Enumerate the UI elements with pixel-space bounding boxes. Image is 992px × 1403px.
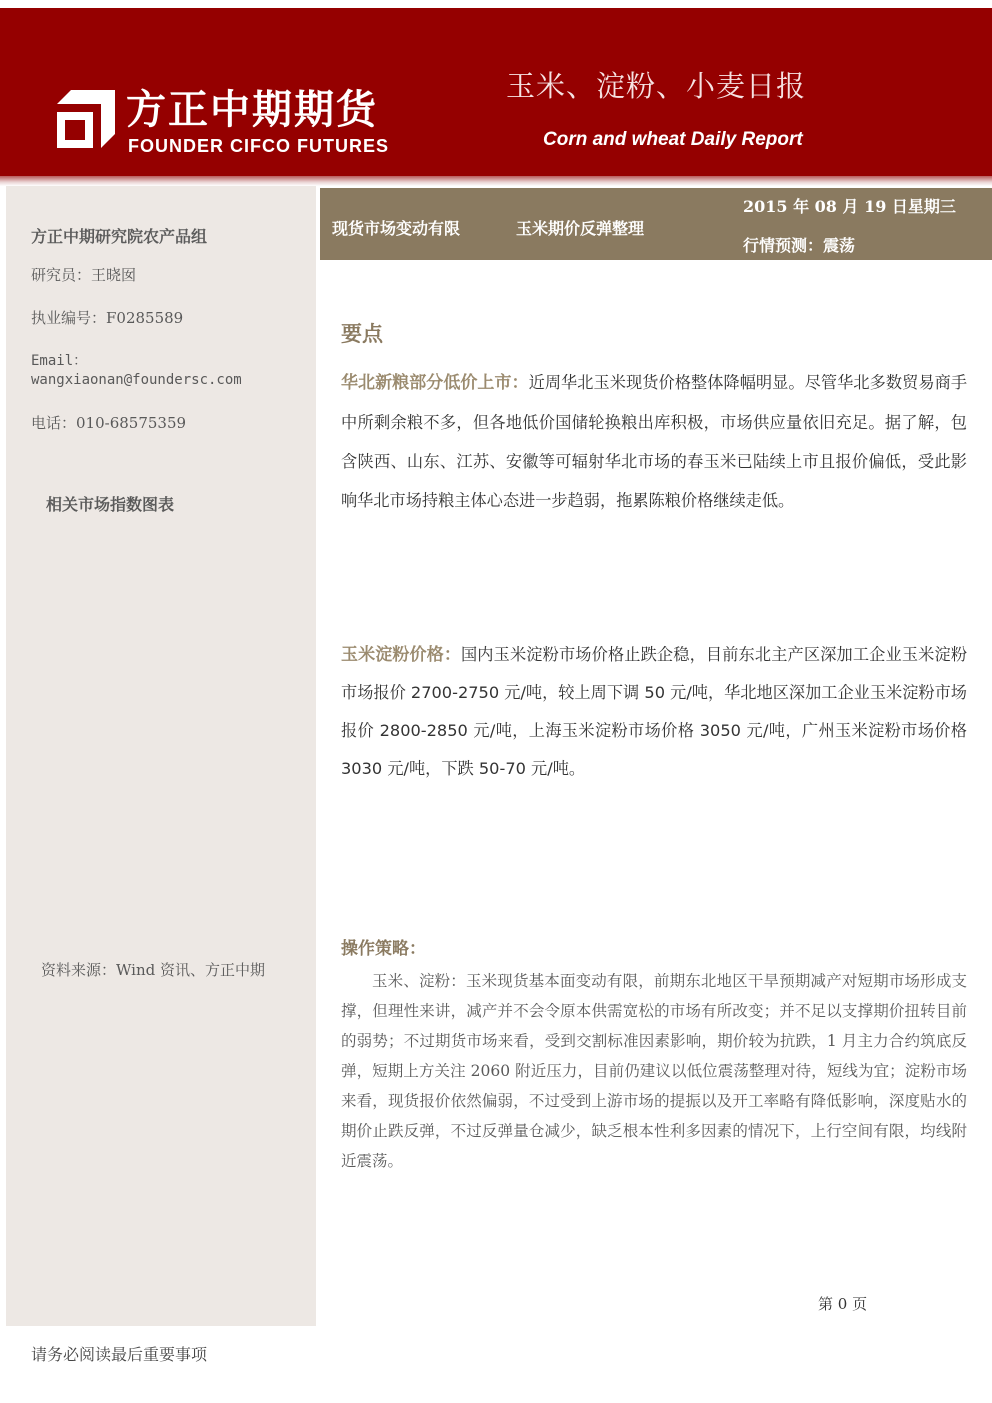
paragraph-lead: 华北新粮部分低价上市： bbox=[341, 373, 529, 393]
headline-spot-market: 现货市场变动有限 bbox=[332, 219, 461, 238]
report-date: 2015 年 08 月 19 日星期三 bbox=[743, 197, 956, 216]
chart-section-title: 相关市场指数图表 bbox=[46, 495, 175, 514]
disclaimer-note: 请务必阅读最后重要事项 bbox=[31, 1345, 208, 1364]
strategy-paragraph: 玉米、淀粉：玉米现货基本面变动有限，前期东北地区干旱预期减产对短期市场形成支撑，但理性来讲，减产并不会令原本供需宽松的市场有所改变；并不足以支撑期价扭转目前的弱势；不过期货市场来看，受到交割标准因素影响，期价较为抗跌，1 月主力合约筑底反弹，短期上方关注 2060 附近压力，目前仍建议以低位震荡整理对待，短线为宜；淀粉市场来看，现货报价依然偏弱，不过受到上游市场的提振以及开工率略有降低影响，深度贴水的期价止跌反弹，不过反弹量仓减少，缺乏根本性利多因素的情况下，上行空间有限，均线附近震荡。 bbox=[341, 972, 967, 1170]
paragraph-body: 近周华北玉米现货价格整体降幅明显。尽管华北多数贸易商手中所剩余粮不多，但各地低价国储轮换粮出库积极，市场供应量依旧充足。据了解，包含陕西、山东、江苏、安徽等可辐射华北市场的春玉米已陆续上市且报价偏低，受此影响华北市场持粮主体心态进一步趋弱，拖累陈粮价格继续走低。 bbox=[341, 373, 968, 510]
key-points-heading: 要点 bbox=[341, 322, 383, 346]
paragraph-lead: 玉米淀粉价格： bbox=[341, 645, 461, 665]
research-group: 方正中期研究院农产品组 bbox=[31, 227, 208, 246]
email-label: Email： bbox=[31, 353, 88, 369]
strategy-heading: 操作策略： bbox=[341, 939, 426, 959]
founder-logo-icon bbox=[55, 88, 117, 150]
headline-corn-futures: 玉米期价反弹整理 bbox=[516, 219, 645, 238]
header-divider bbox=[0, 176, 992, 186]
phone-number: 电话：010-68575359 bbox=[31, 414, 187, 432]
data-source: 资料来源：Wind 资讯、方正中期 bbox=[41, 961, 265, 979]
header-banner bbox=[0, 8, 992, 176]
researcher-name: 研究员：王晓囡 bbox=[31, 266, 137, 284]
logo-chinese-name: 方正中期期货 bbox=[126, 87, 378, 133]
report-title: 玉米、淀粉、小麦日报 bbox=[506, 69, 807, 103]
license-number: 执业编号：F0285589 bbox=[31, 309, 184, 327]
paragraph-body: 国内玉米淀粉市场价格止跌企稳，目前东北主产区深加工企业玉米淀粉市场报价 2700-2750 元/吨，较上周下调 50 元/吨，华北地区深加工企业玉米淀粉市场报价 2800-2850 元/吨，上海玉米淀粉市场价格 3050 元/吨，广州玉米淀粉市场价格 3030 元/吨，下跌 50-70 元/吨。 bbox=[341, 645, 968, 778]
email-address[interactable]: wangxiaonan@foundersc.com bbox=[31, 372, 242, 388]
paragraph-north-china-grain bbox=[341, 363, 967, 520]
paragraph-corn-starch-price bbox=[341, 636, 967, 788]
page-number: 第 0 页 bbox=[818, 1295, 868, 1313]
report-subtitle: Corn and wheat Daily Report bbox=[543, 129, 803, 150]
logo-english-name: FOUNDER CIFCO FUTURES bbox=[128, 136, 389, 156]
market-forecast: 行情预测：震荡 bbox=[743, 236, 856, 255]
